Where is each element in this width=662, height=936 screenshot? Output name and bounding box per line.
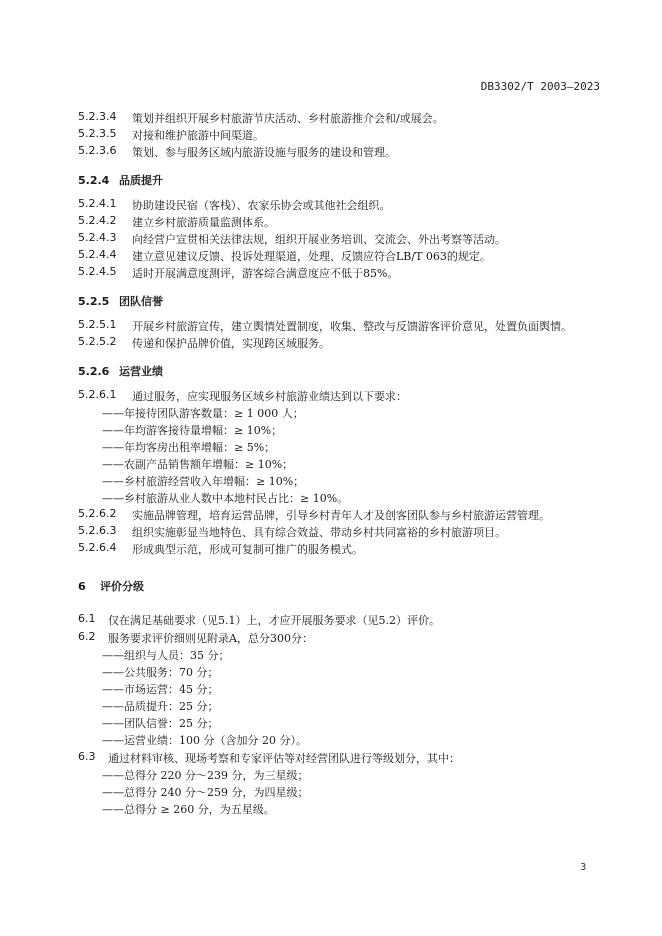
clause-number: 5.2.6.4 — [78, 541, 117, 554]
standard-code: DB3302/T 2003—2023 — [480, 80, 600, 93]
list-item: ——年均游客接待量增幅：≥ 10%； — [102, 424, 283, 437]
clause-number: 5.2.4.2 — [78, 214, 117, 227]
clause-number: 5.2.3.5 — [78, 127, 117, 140]
section-title: 团队信誉 — [119, 295, 163, 308]
page-number: 3 — [580, 862, 587, 873]
clause-number: 5.2.4.4 — [78, 248, 117, 261]
clause-number: 5.2.4.3 — [78, 231, 117, 244]
clause-number: 5.2.5.1 — [78, 318, 117, 331]
section-number: 5.2.6 — [78, 365, 110, 378]
clause-text: 策划并组织开展乡村旅游节庆活动、乡村旅游推介会和/或展会。 — [132, 112, 444, 125]
clause-number: 6.1 — [78, 612, 96, 625]
list-item: ——总得分 240 分～259 分，为四星级； — [102, 786, 309, 799]
clause-text: 服务要求评价细则见附录A，总分300分： — [108, 632, 313, 645]
list-item: ——运营业绩：100 分（含加分 20 分）。 — [102, 734, 307, 747]
clause-text: 通过服务，应实现服务区域乡村旅游业绩达到以下要求： — [132, 390, 407, 403]
section-heading — [78, 363, 163, 379]
clause-text: 实施品牌管理，培育运营品牌，引导乡村青年人才及创客团队参与乡村旅游运营管理。 — [132, 509, 550, 522]
chapter-number: 6 — [78, 580, 86, 593]
clause-text: 开展乡村旅游宣传，建立舆情处置制度，收集、整改与反馈游客评价意见，处置负面舆情。 — [132, 320, 572, 333]
clause-text: 协助建设民宿（客栈）、农家乐协会或其他社会组织。 — [132, 199, 391, 212]
clause-number: 5.2.3.6 — [78, 144, 117, 157]
list-item: ——市场运营：45 分； — [102, 683, 219, 696]
chapter-title: 评价分级 — [100, 580, 144, 593]
section-heading — [78, 172, 163, 188]
clause-text: 组织实施彰显当地特色、具有综合效益、带动乡村共同富裕的乡村旅游项目。 — [132, 526, 506, 539]
clause-number: 5.2.5.2 — [78, 335, 117, 348]
list-item: ——总得分 220 分～239 分，为三星级； — [102, 769, 309, 782]
clause-text: 适时开展满意度测评，游客综合满意度应不低于85%。 — [132, 267, 399, 280]
clause-text: 传递和保护品牌价值，实现跨区域服务。 — [132, 337, 330, 350]
list-item: ——乡村旅游从业人数中本地村民占比：≥ 10%。 — [102, 492, 349, 505]
clause-text: 通过材料审核、现场考察和专家评估等对经营团队进行等级划分，其中： — [108, 752, 460, 765]
section-number: 5.2.5 — [78, 295, 110, 308]
list-item: ——公共服务：70 分； — [102, 666, 219, 679]
list-item: ——总得分 ≥ 260 分，为五星级。 — [102, 803, 275, 816]
list-item: ——乡村旅游经营收入年增幅：≥ 10%； — [102, 475, 305, 488]
list-item: ——年接待团队游客数量：≥ 1 000 人； — [102, 407, 304, 420]
section-title: 品质提升 — [119, 174, 163, 187]
clause-number: 5.2.6.2 — [78, 507, 117, 520]
clause-number: 5.2.4.5 — [78, 265, 117, 278]
list-item: ——团队信誉：25 分； — [102, 717, 219, 730]
clause-number: 5.2.3.4 — [78, 110, 117, 123]
clause-number: 5.2.6.3 — [78, 524, 117, 537]
clause-text: 向经营户宣贯相关法律法规，组织开展业务培训、交流会、外出考察等活动。 — [132, 233, 506, 246]
clause-text: 建立意见建议反馈、投诉处理渠道，处理、反馈应符合LB/T 063的规定。 — [132, 250, 491, 263]
section-title: 运营业绩 — [119, 365, 163, 378]
clause-number: 6.3 — [78, 750, 96, 763]
list-item: ——农副产品销售额年增幅：≥ 10%； — [102, 458, 294, 471]
clause-text: 形成典型示范，形成可复制可推广的服务模式。 — [132, 543, 363, 556]
clause-number: 5.2.4.1 — [78, 197, 117, 210]
list-item: ——品质提升：25 分； — [102, 700, 219, 713]
clause-text: 建立乡村旅游质量监测体系。 — [132, 216, 275, 229]
clause-number: 6.2 — [78, 630, 96, 643]
chapter-heading — [78, 578, 144, 594]
section-number: 5.2.4 — [78, 174, 110, 187]
clause-text: 策划、参与服务区域内旅游设施与服务的建设和管理。 — [132, 146, 396, 159]
clause-text: 对接和维护旅游中间渠道。 — [132, 129, 264, 142]
list-item: ——年均客房出租率增幅：≥ 5%； — [102, 441, 276, 454]
section-heading — [78, 293, 163, 309]
list-item: ——组织与人员：35 分； — [102, 649, 230, 662]
clause-number: 5.2.6.1 — [78, 388, 117, 401]
clause-text: 仅在满足基础要求（见5.1）上，才应开展服务要求（见5.2）评价。 — [108, 614, 440, 627]
